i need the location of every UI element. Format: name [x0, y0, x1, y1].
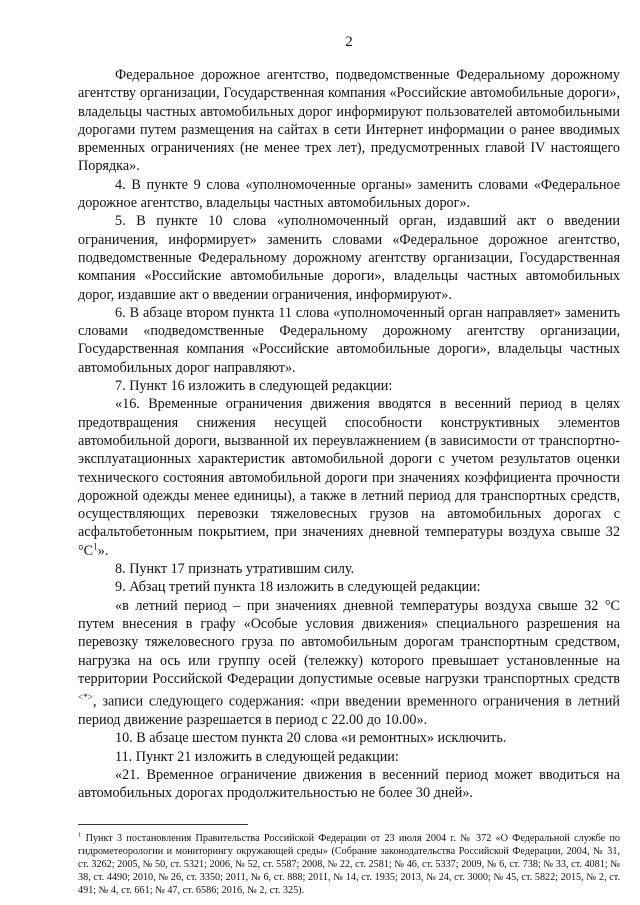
footnote-text: Пункт 3 постановления Правительства Российской Федерации от 23 июля 2004 г. № 372 «О Федеральной службе по гидрометеорологии и мониторингу окружающей среды» (Собрание законодательства Российской Федерации, 2004, № 31, ст. 3262; 2005, № 50, ст. 5321; 2006, № 52, ст. 5587; 2008, № 22, ст. 2581; № 46, ст. 5337; 2009, № 6, ст. 738; № 33, ст. 4081; № 38, ст. 4490; 2010, № 26, ст. 3350; 2011, № 6, ст. 888; 2011, № 14, ст. 1935; 2013, № 24, ст. 3000; № 45, ст. 5822; 2015, № 2, ст. 491; № 4, ст. 661; № 47, ст. 6586; 2016, № 2, ст. 325).	[78, 832, 620, 897]
paragraph-item-10: 10. В абзаце шестом пункта 20 слова «и ремонтных» исключить.	[115, 730, 507, 747]
paragraph-item-11: 11. Пункт 21 изложить в следующей редакции:	[115, 748, 399, 765]
paragraph-item-8: 8. Пункт 17 признать утратившим силу.	[115, 561, 355, 578]
footnote	[78, 832, 620, 898]
paragraph-item-7: 7. Пункт 16 изложить в следующей редакции:	[115, 378, 393, 395]
document-body	[78, 66, 620, 803]
paragraph-item-4: 4. В пункте 9 слова «уполномоченные органы» заменить словами «Федеральное дорожное агентство, владельцы частных автомобильных дорог».	[78, 176, 620, 212]
paragraph-point-21: «21. Временное ограничение движения в весенний период может вводиться на автомобильных дорогах продолжительностью не более 30 дней».	[78, 767, 620, 802]
paragraph-summer-period	[78, 597, 620, 730]
summer-period-ending: , записи следующего содержания: «при введении временного ограничения в летний период движение разрешается в период с 22.00 до 10.00».	[78, 693, 620, 729]
paragraph-agency-info: Федеральное дорожное агентство, подведомственные Федеральному дорожному агентству организации, Государственная компания «Российские автомобильные дороги», владельцы частных автомобильных дорог информируют пользователей автомобильными дорогами путем размещения на сайтах в сети Интернет информации о ранее вводимых временных ограничениях (не менее трех лет), предусмотренных главой IV настоящего Порядка».	[78, 67, 620, 175]
footnote-reference: 1	[93, 540, 98, 551]
footnote-mark: 1	[78, 831, 82, 839]
point-16-text: «16. Временные ограничения движения вводятся в весенний период в целях предотвращения снижения несущей способности конструктивных элементов автомобильной дороги, вызванной их переувлажнением (в зависимости от транспортно-эксплуатационных характеристик автомобильной дороги с учетом результатов оценки технического состояния автомобильной дороги при значениях коэффициента прочности дорожной одежды менее единицы), а также в летний период для транспортных средств, осуществляющих перевозки тяжеловесных грузов на автомобильных дорогах с асфальтобетонным покрытием, при значениях дневной температуры воздуха свыше 32 °С	[78, 396, 620, 559]
point-16-ending: ».	[97, 542, 109, 559]
paragraph-point-16	[78, 395, 620, 560]
paragraph-item-9: 9. Абзац третий пункта 18 изложить в следующей редакции:	[115, 579, 481, 596]
summer-period-text: «в летний период – при значениях дневной температуры воздуха свыше 32 °С путем внесения в графу «Особые условия движения» специального разрешения на перевозку тяжеловесного груза по автомобильным дорогам транспортным средством, нагрузка на ось или группу осей (тележку) которого превышает установленные на территории Российской Федерации допустимые осевые нагрузки транспортных средств	[78, 597, 620, 687]
asterisk-reference: <*>	[78, 692, 94, 703]
paragraph-item-6: 6. В абзаце втором пункта 11 слова «уполномоченный орган направляет» заменить словами «подведомственные Федеральному дорожному агентству организации, Государственная компания «Российские автомобильные дороги», владельцы частных автомобильных дорог направляют».	[78, 304, 620, 376]
page-number: 2	[345, 34, 353, 50]
footnote-divider	[78, 824, 248, 825]
paragraph-item-5: 5. В пункте 10 слова «уполномоченный орган, издавший акт о введении ограничения, информирует» заменить словами «Федеральное дорожное агентство, подведомственные Федеральному дорожному агентству организации, Государственная компания «Российские автомобильные дороги», владельцы частных автомобильных дорог, издавшие акт о введении ограничения, информируют».	[78, 213, 620, 303]
